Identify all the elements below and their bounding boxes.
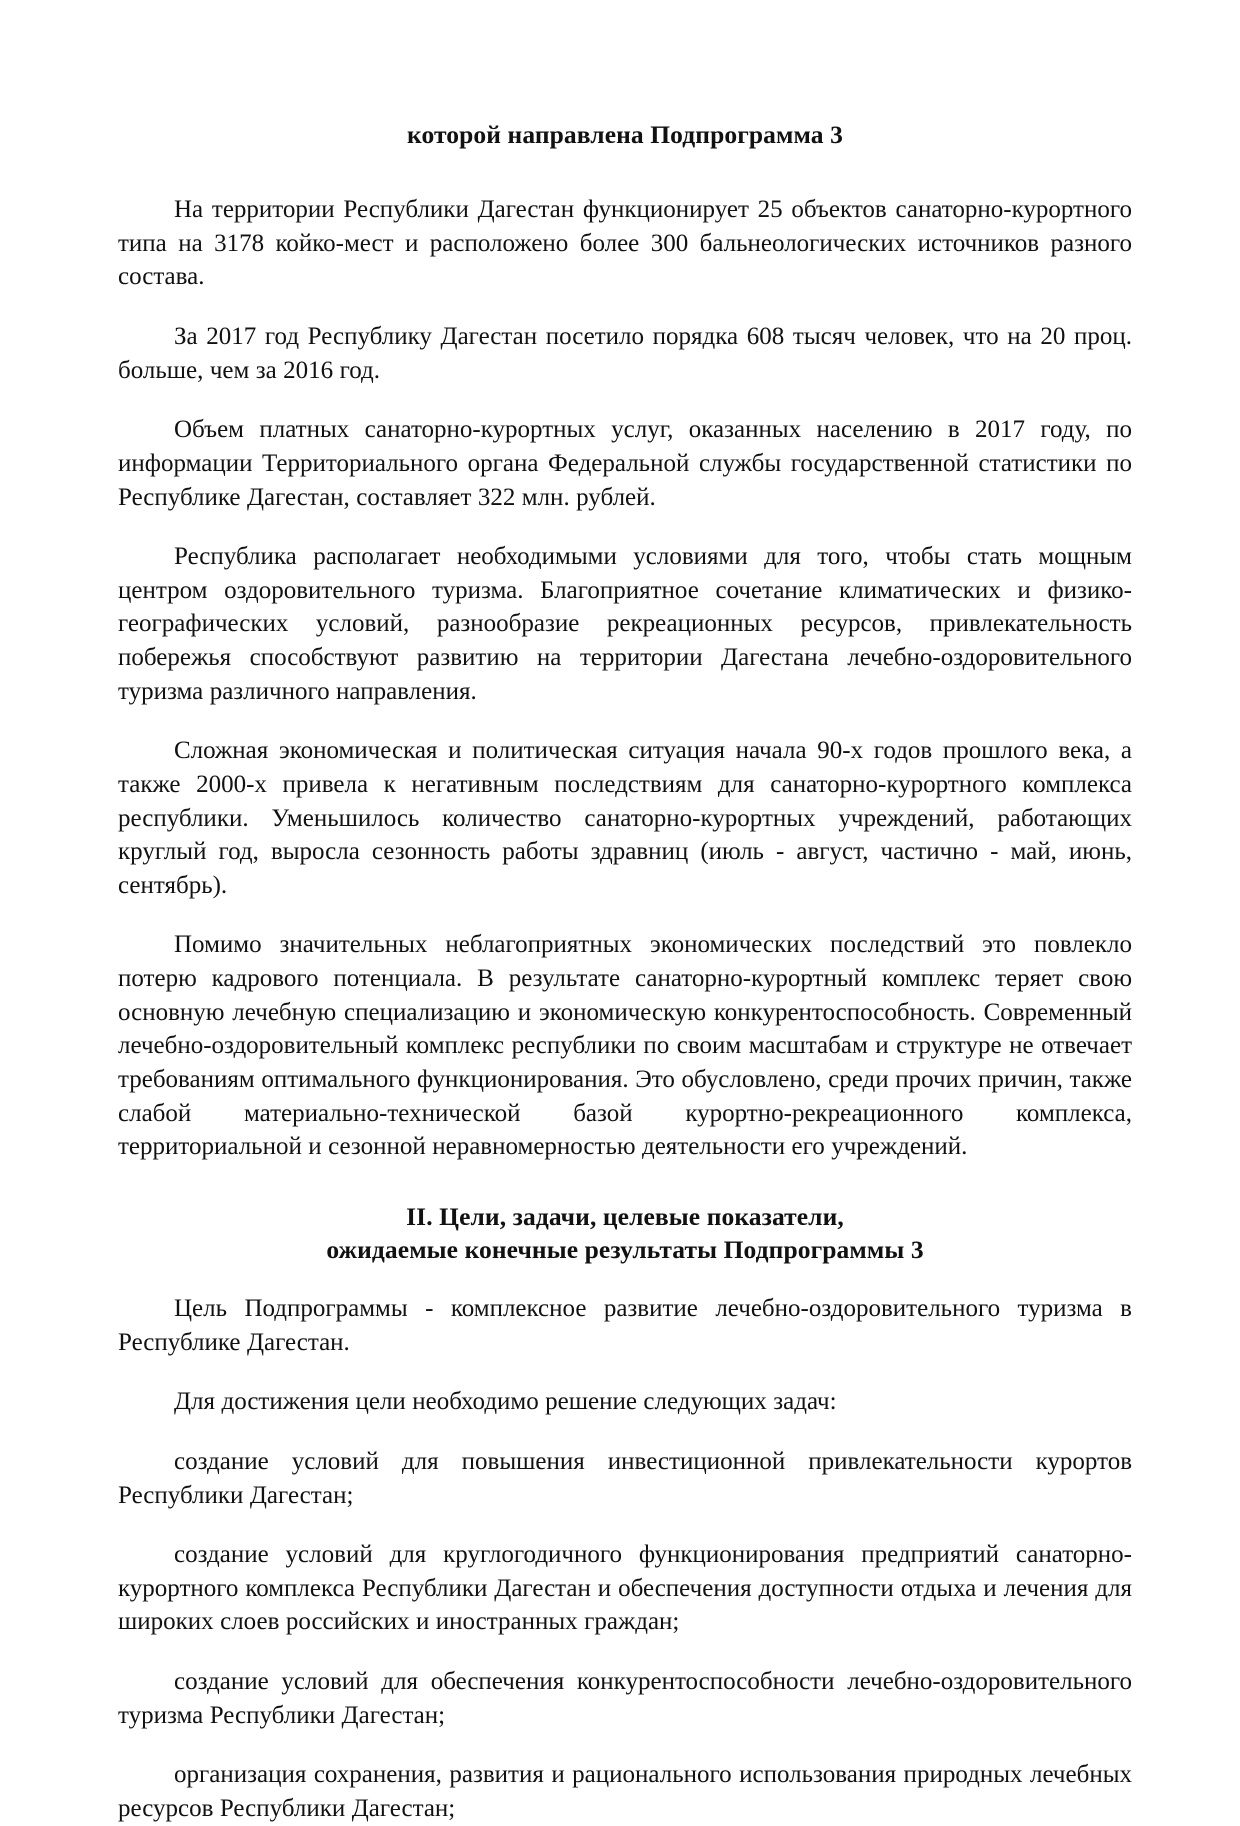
paragraph-tasks-intro: Для достижения цели необходимо решение следующих задач: bbox=[174, 1388, 837, 1416]
paragraph-economic-situation-history: Сложная экономическая и политическая ситуация начала 90-х годов прошлого века, а также 2000-х привела к негативным последствиям для санаторно-курортного комплекса республики. Уменьшилось количество санаторно-курортных учреждений, работающих круглый год, выросла сезонность работы здравниц (июль - август, частично - май, июнь, сентябрь). bbox=[118, 737, 1132, 899]
paragraph-resorts-count: На территории Республики Дагестан функционирует 25 объектов санаторно-курортного типа на 3178 койко-мест и расположено более 300 бальнеологических источников разного состава. bbox=[118, 196, 1132, 291]
paragraph-task-investment-attractiveness: создание условий для повышения инвестиционной привлекательности курортов Республики Дагестан; bbox=[118, 1447, 1132, 1509]
page-title bbox=[118, 118, 1132, 151]
paragraph-visitors-2017: За 2017 год Республику Дагестан посетило порядка 608 тысяч человек, что на 20 проц. больше, чем за 2016 год. bbox=[118, 323, 1132, 384]
paragraph-task-competitiveness: создание условий для обеспечения конкурентоспособности лечебно-оздоровительного туризма Республики Дагестан; bbox=[118, 1668, 1132, 1729]
section-two-heading-line-2: ожидаемые конечные результаты Подпрограммы 3 bbox=[326, 1234, 924, 1264]
top-heading-block bbox=[118, 118, 1132, 151]
paragraph-health-tourism-potential: Республика располагает необходимыми условиями для того, чтобы стать мощным центром оздоровительного туризма. Благоприятное сочетание климатических и физико-географических условий, разнообразие рекреационных ресурсов, привлекательность побережья способствуют развитию на территории Дагестана лечебно-оздоровительного туризма различного направления. bbox=[118, 543, 1132, 705]
paragraph-task-year-round-operation: создание условий для круглогодичного функционирования предприятий санаторно-курортного комплекса Республики Дагестан и обеспечения доступности отдыха и лечения для широких слоев российских и иностранных граждан; bbox=[118, 1541, 1132, 1636]
document-body bbox=[118, 118, 1132, 1826]
page-title-line: которой направлена Подпрограмма 3 bbox=[407, 120, 843, 149]
section-two-heading-line-1: II. Цели, задачи, целевые показатели, bbox=[406, 1201, 844, 1231]
paragraph-personnel-loss-consequences: Помимо значительных неблагоприятных экономических последствий это повлекло потерю кадрового потенциала. В результате санаторно-курортный комплекс теряет свою основную лечебную специализацию и экономическую конкурентоспособность. Современный лечебно-оздоровительный комплекс республики по своим масштабам и структуре не отвечает требованиям оптимального функционирования. Это обусловлено, среди прочих причин, также слабой материально-технической базой курортно-рекреационного комплекса, территориальной и сезонной неравномерностью деятельности его учреждений. bbox=[118, 931, 1132, 1161]
paragraph-subprogram-goal: Цель Подпрограммы - комплексное развитие лечебно-оздоровительного туризма в Республике Дагестан. bbox=[118, 1295, 1132, 1356]
paragraph-task-natural-resources: организация сохранения, развития и рационального использования природных лечебных ресурсов Республики Дагестан; bbox=[118, 1761, 1132, 1822]
paragraph-paid-services-volume: Объем платных санаторно-курортных услуг, оказанных населению в 2017 году, по информации Территориального органа Федеральной службы государственной статистики по Республике Дагестан, составляет 322 млн. рублей. bbox=[118, 416, 1132, 511]
section-two-heading-block bbox=[118, 1200, 1132, 1266]
section-two-heading bbox=[118, 1200, 1132, 1266]
